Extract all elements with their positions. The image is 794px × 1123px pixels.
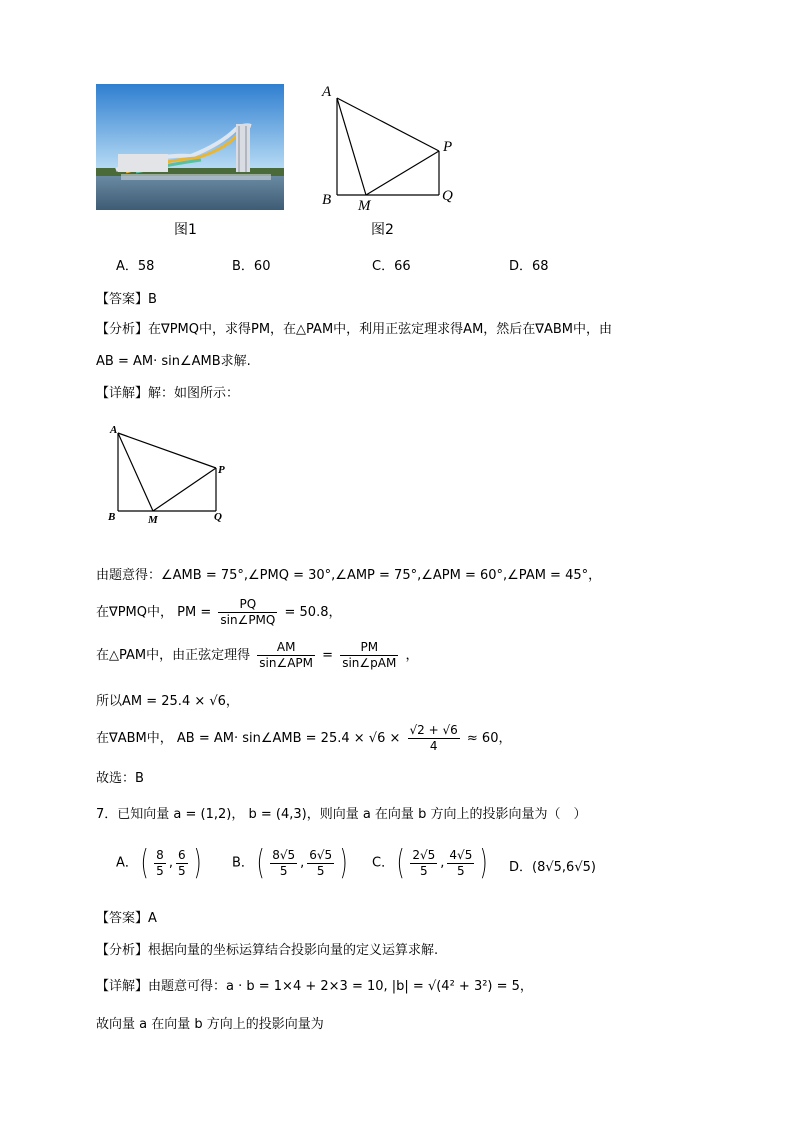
q6-sine-rule-line: 在△PAM中，由正弦定理得 $\frac{AM}{\text{sin∠APM}}$ = $\frac{PM}{\text{sin∠pAM}}$ ， bbox=[96, 640, 419, 670]
answer-tag: 【答案】 bbox=[96, 292, 149, 307]
fig2-label-Q: Q bbox=[442, 188, 453, 204]
detail-tag: 【详解】 bbox=[96, 386, 149, 401]
fraction-pq-over-sin: $\frac{PQ}{\text{sin∠PMQ}}$ bbox=[220, 597, 276, 627]
fig3-label-M: M bbox=[148, 514, 158, 526]
q7-option-d: D．(8√5,6√5) bbox=[509, 860, 596, 875]
q7-option-c: C．( $\frac{2√5}{5}$ , $\frac{4√5}{5}$ ) bbox=[372, 843, 488, 883]
fraction-am-over-sin: $\frac{AM}{\text{sin∠APM}}$ bbox=[259, 640, 314, 670]
q7-option-a: A．( $\frac{8}{5}$ , $\frac{6}{5}$ ) bbox=[116, 843, 202, 883]
q6-analysis-line1 bbox=[96, 318, 612, 337]
q7-analysis: 【分析】根据向量的坐标运算结合投影向量的定义运算求解. bbox=[96, 943, 439, 958]
detail-text: 解：如图所示： bbox=[148, 386, 240, 401]
fig3-label-Q: Q bbox=[214, 511, 222, 523]
fig2-label-B: B bbox=[322, 192, 332, 208]
fig2-label-M: M bbox=[358, 198, 371, 214]
analysis-tag: 【分析】 bbox=[96, 322, 149, 337]
q7-option-b: B．( $\frac{8√5}{5}$ , $\frac{6√5}{5}$ ) bbox=[232, 843, 348, 883]
q6-am-line: 所以AM = 25.4 × √6， bbox=[96, 694, 239, 709]
q6-pm-line: 在∇PMQ中， PM = $\frac{PQ}{\text{sin∠PMQ}}$ = 50.8， bbox=[96, 597, 342, 627]
fig3-label-A: A bbox=[110, 424, 118, 436]
fraction-pm-over-sin: $\frac{PM}{\text{sin∠pAM}}$ bbox=[342, 640, 397, 670]
segment-AM bbox=[337, 98, 366, 195]
q6-option-c: C．66 bbox=[372, 259, 411, 274]
q6-analysis-line2: AB = AM· sin∠AMB求解. bbox=[96, 354, 251, 369]
q7-last-line: 故向量 a 在向量 b 方向上的投影向量为 bbox=[96, 1017, 324, 1032]
answer-value: B bbox=[148, 292, 157, 307]
figure-1-photo bbox=[96, 84, 284, 210]
segment-AP bbox=[337, 98, 439, 151]
q7-stem: 7．已知向量 a = (1,2)， b = (4,3)，则向量 a 在向量 b 方向上的投影向量为（ ） bbox=[96, 807, 587, 822]
fraction-sqrt-sum-over-4: $\frac{√2 + √6}{4}$ bbox=[409, 723, 458, 753]
q7-detail: 【详解】由题意可得：a · b = 1×4 + 2×3 = 10, |b| = √(4² + 3²) = 5， bbox=[96, 979, 533, 994]
q6-ab-line: 在∇ABM中， AB = AM· sin∠AMB = 25.4 × √6 × $\frac{√2 + √6}{4}$ ≈ 60， bbox=[96, 723, 512, 753]
fig3-label-B: B bbox=[108, 511, 116, 523]
q6-option-b: B．60 bbox=[232, 259, 271, 274]
q6-answer bbox=[96, 288, 157, 307]
q6-detail-intro bbox=[96, 382, 239, 401]
fig2-label-A: A bbox=[322, 84, 332, 100]
q6-choose: 故选：B bbox=[96, 771, 144, 786]
q6-given-angles: 由题意得：∠AMB = 75°,∠PMQ = 30°,∠AMP = 75°,∠APM = 60°,∠PAM = 45°， bbox=[96, 568, 602, 583]
q7-answer: 【答案】A bbox=[96, 911, 157, 926]
figure-2-caption: 图2 bbox=[371, 222, 394, 238]
analysis-text: 在∇PMQ中，求得PM，在△PAM中，利用正弦定理求得AM，然后在∇ABM中，由 bbox=[148, 322, 613, 337]
segment-MP bbox=[366, 151, 439, 195]
figure-3-diagram bbox=[110, 425, 230, 525]
figure-1-caption: 图1 bbox=[174, 222, 197, 238]
fig3-label-P: P bbox=[218, 464, 225, 476]
q6-option-d: D．68 bbox=[509, 259, 549, 274]
q6-option-a: A．58 bbox=[116, 259, 155, 274]
fig2-label-P: P bbox=[443, 139, 453, 155]
